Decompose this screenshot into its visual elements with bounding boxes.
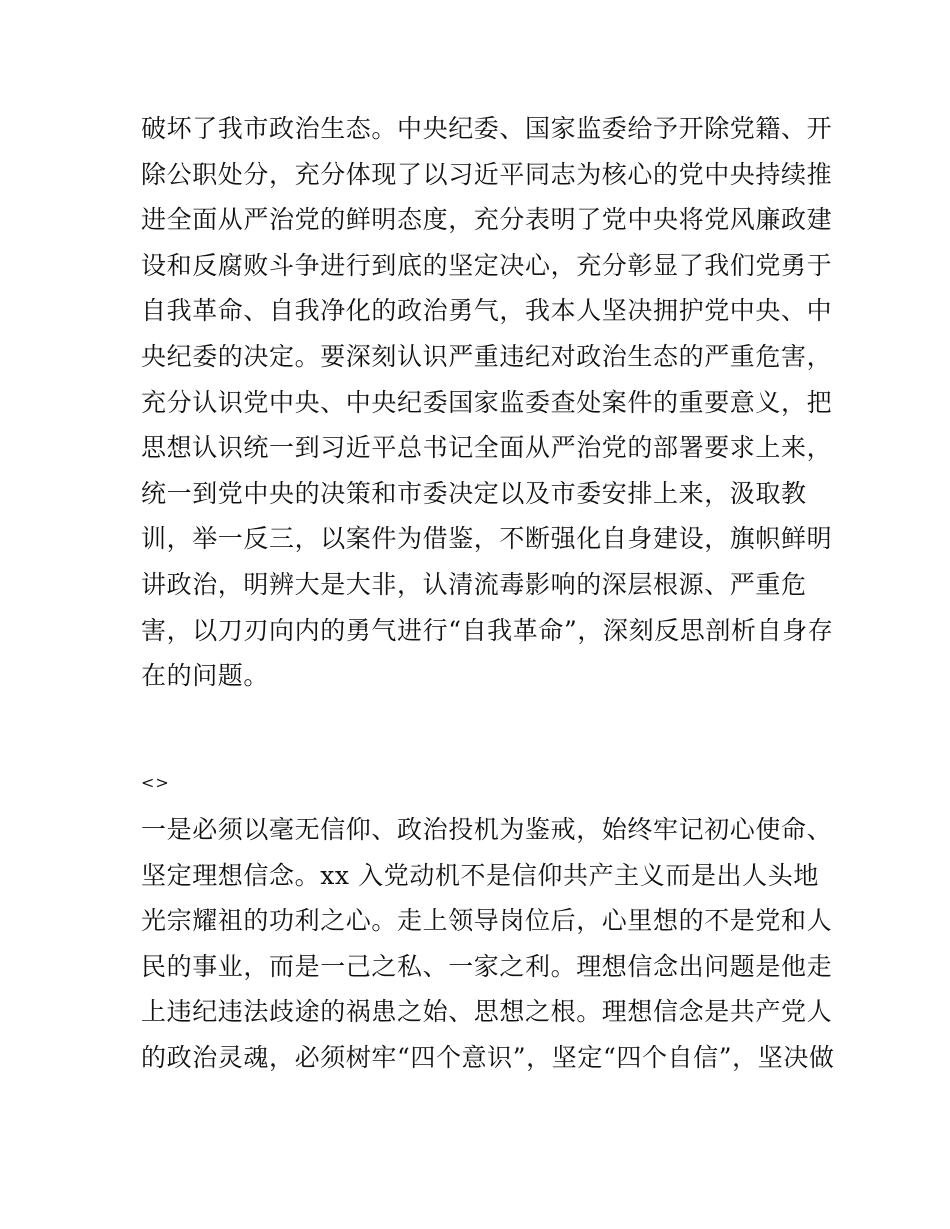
paragraph-1-line-5: 自我革命、自我净化的政治勇气，我本人坚决拥护党中央、中 bbox=[141, 296, 833, 326]
paragraph-2-line-1: 一是必须以毫无信仰、政治投机为鉴戒，始终牢记初心使命、 bbox=[141, 815, 833, 844]
paragraph-1-line-10: 训，举一反三，以案件为借鉴，不断强化自身建设，旗帜鲜明 bbox=[141, 524, 833, 554]
paragraph-2-line-2: 坚定理想信念。xx 入党动机不是信仰共产主义而是出人头地 bbox=[141, 860, 819, 890]
paragraph-2-line-4: 民的事业，而是一己之私、一家之利。理想信念出问题是他走 bbox=[141, 951, 833, 981]
paragraph-1-line-7: 充分认识党中央、中央纪委国家监委查处案件的重要意义，把 bbox=[141, 387, 833, 417]
paragraph-1-line-6: 央纪委的决定。要深刻认识严重违纪对政治生态的严重危害， bbox=[141, 341, 833, 371]
paragraph-1-line-2: 除公职处分，充分体现了以习近平同志为核心的党中央持续推 bbox=[141, 159, 833, 189]
paragraph-2-line-6: 的政治灵魂，必须树牢“四个意识”，坚定“四个自信”，坚决做 bbox=[141, 1042, 835, 1072]
paragraph-1 bbox=[141, 106, 834, 699]
paragraph-2-line-5: 上违纪违法歧途的祸患之始、思想之根。理想信念是共产党人 bbox=[141, 997, 833, 1027]
paragraph-1-line-1: 破坏了我市政治生态。中央纪委、国家监委给予开除党籍、开 bbox=[141, 114, 833, 143]
paragraph-1-line-13: 在的问题。 bbox=[141, 661, 270, 691]
section-separator: <> bbox=[141, 773, 170, 792]
paragraph-2 bbox=[141, 807, 835, 1081]
paragraph-1-line-3: 进全面从严治党的鲜明态度，充分表明了党中央将党风廉政建 bbox=[141, 205, 833, 235]
paragraph-1-line-9: 统一到党中央的决策和市委决定以及市委安排上来，汲取教 bbox=[141, 478, 807, 508]
paragraph-1-line-11: 讲政治，明辨大是大非，认清流毒影响的深层根源、严重危 bbox=[141, 569, 807, 599]
paragraph-2-line-3: 光宗耀祖的功利之心。走上领导岗位后，心里想的不是党和人 bbox=[141, 906, 833, 936]
paragraph-1-line-12: 害，以刀刃向内的勇气进行“自我革命”，深刻反思剖析自身存 bbox=[141, 615, 834, 645]
paragraph-1-line-4: 设和反腐败斗争进行到底的坚定决心，充分彰显了我们党勇于 bbox=[141, 250, 833, 280]
paragraph-1-line-8: 思想认识统一到习近平总书记全面从严治党的部署要求上来， bbox=[141, 433, 833, 463]
